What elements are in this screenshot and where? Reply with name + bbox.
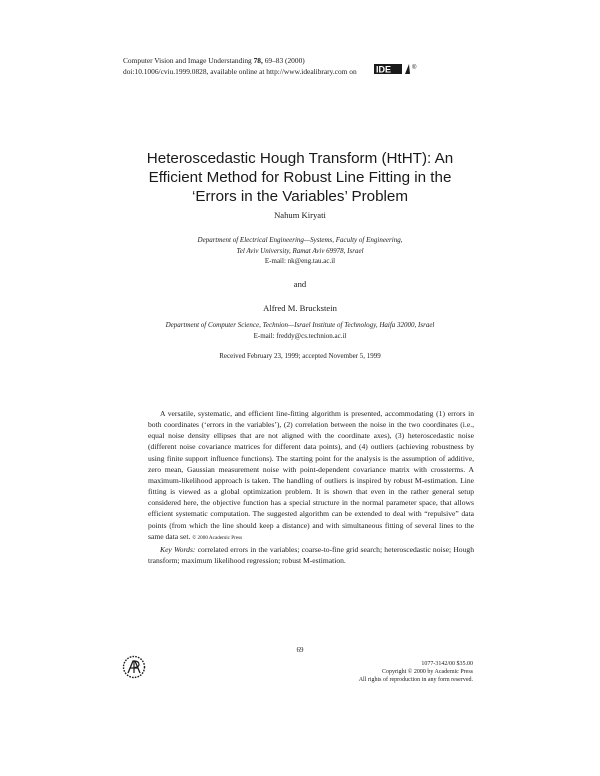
- paper-title: [60, 149, 540, 206]
- title-line-3: ‘Errors in the Variables’ Problem: [191, 188, 409, 205]
- keywords: [148, 544, 474, 566]
- journal-citation: Computer Vision and Image Understanding 78, 69–83 (2000): [123, 56, 305, 65]
- keywords-label: Key Words:: [160, 544, 196, 554]
- price-line: 1077-3142/00 $35.00: [421, 661, 473, 667]
- and-separator: and: [293, 279, 307, 289]
- journal-header: [123, 55, 357, 77]
- publisher-copyright-note: © 2000 Academic Press: [192, 534, 243, 541]
- ideal-logo-registered: ®: [412, 65, 417, 71]
- copyright-block: [359, 660, 473, 684]
- academic-press-logo-icon: [122, 655, 146, 679]
- author-2-email: E-mail: freddy@cs.technion.ac.il: [253, 332, 347, 340]
- author-1-email: E-mail: nk@eng.tau.ac.il: [264, 257, 336, 265]
- doi-line: doi:10.1006/cviu.1999.0828, available online at http://www.idealibrary.com on: [123, 67, 357, 76]
- keywords-list: correlated errors in the variables; coarse-to-fine grid search; heteroscedastic noise; Hough transform; maximum likelihood regression; robust M-estimation.: [148, 544, 474, 566]
- received-dates: Received February 23, 1999; accepted November 5, 1999: [219, 352, 381, 360]
- author-2-name: Alfred M. Bruckstein: [263, 303, 337, 313]
- author-1-affiliation-line-1: Department of Electrical Engineering—Systems, Faculty of Engineering,: [197, 236, 403, 244]
- title-line-2: Efficient Method for Robust Line Fitting in the: [148, 169, 452, 186]
- ideal-library-logo: [374, 62, 420, 74]
- author-2-affiliation: Department of Computer Science, Technion—Israel Institute of Technology, Haifa 32000, Israel: [165, 321, 435, 329]
- author-1-affiliation-line-2: Tel Aviv University, Ramat Aviv 69978, Israel: [236, 247, 364, 255]
- copyright-line: Copyright © 2000 by Academic Press: [381, 669, 473, 675]
- abstract-body: A versatile, systematic, and efficient line-fitting algorithm is presented, accommodating (1) errors in both coordinates (‘errors in the variables’), (2) correlation between the noise in the two coordinates (i.e., equal noise density ellipses that are not aligned with the coordinate axes), (3) heteroscedastic noise (different noise covariance matrices for different data points), and (4) outliers (achieving robustness by using finite support influence functions). The starting point for the analysis is the assumption of additive, zero mean, Gaussian measurement noise with point-dependent covariance matrix with crossterms. A maximum-likelihood approach is taken. The handling of outliers is inspired by robust M-estimation. Line fitting is viewed as a global optimization problem. It is shown that even in the rather general setup considered here, the objective function has a special structure in the normal parameter space, that allows efficient systematic computation. The suggested algorithm can be extended to deal with “repulsive” data points (from which the line should keep a distance) and with simultaneous fitting of several lines to the same data set. © 2000 Academic Press: [148, 409, 474, 541]
- abstract: [148, 408, 474, 566]
- volume-number: 78,: [253, 56, 263, 65]
- ideal-logo-text: IDE: [376, 64, 392, 75]
- ideal-logo-icon: [374, 63, 420, 75]
- page-number: 69: [296, 646, 304, 654]
- rights-line: All rights of reproduction in any form reserved.: [358, 677, 473, 683]
- title-line-1: Heteroscedastic Hough Transform (HtHT): An: [146, 150, 454, 167]
- author-1-name: Nahum Kiryati: [274, 210, 326, 220]
